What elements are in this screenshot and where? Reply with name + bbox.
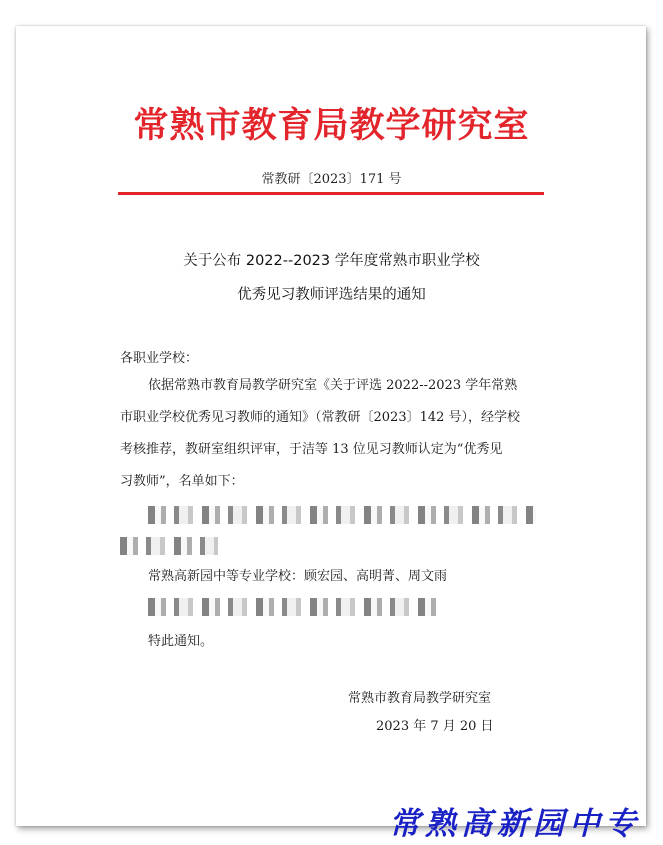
signature-org: 常熟市教育局教学研究室 bbox=[348, 691, 492, 706]
closing-remark: 特此通知。 bbox=[148, 634, 214, 649]
school-list-entry: 常熟高新园中等专业学校：顾宏园、高明菁、周文雨 bbox=[148, 569, 448, 584]
redacted-text-block bbox=[120, 537, 218, 555]
body-line-1: 依据常熟市教育局教学研究室《关于评选 2022--2023 学年常熟 bbox=[148, 378, 518, 393]
masthead-org-name: 常熟市教育局教学研究室 bbox=[133, 106, 530, 146]
body-line-4: 习教师”，名单如下： bbox=[120, 474, 244, 489]
body-line-3: 考核推荐，教研室组织评审，于洁等 13 位见习教师认定为“优秀见 bbox=[120, 442, 503, 457]
redacted-text-block bbox=[148, 598, 440, 616]
salutation: 各职业学校： bbox=[120, 351, 199, 366]
redacted-text-block bbox=[148, 506, 536, 524]
notice-title-line-2: 优秀见习教师评选结果的通知 bbox=[237, 287, 426, 303]
header-red-rule bbox=[118, 192, 544, 195]
body-line-2: 市职业学校优秀见习教师的通知》（常教研〔2023〕142 号），经学校 bbox=[120, 410, 521, 425]
watermark-text: 常熟高新园中专 bbox=[389, 806, 641, 842]
signature-date: 2023 年 7 月 20 日 bbox=[376, 719, 494, 734]
notice-title-line-1: 关于公布 2022--2023 学年度常熟市职业学校 bbox=[183, 253, 480, 269]
document-number: 常教研〔2023〕171 号 bbox=[261, 172, 402, 187]
